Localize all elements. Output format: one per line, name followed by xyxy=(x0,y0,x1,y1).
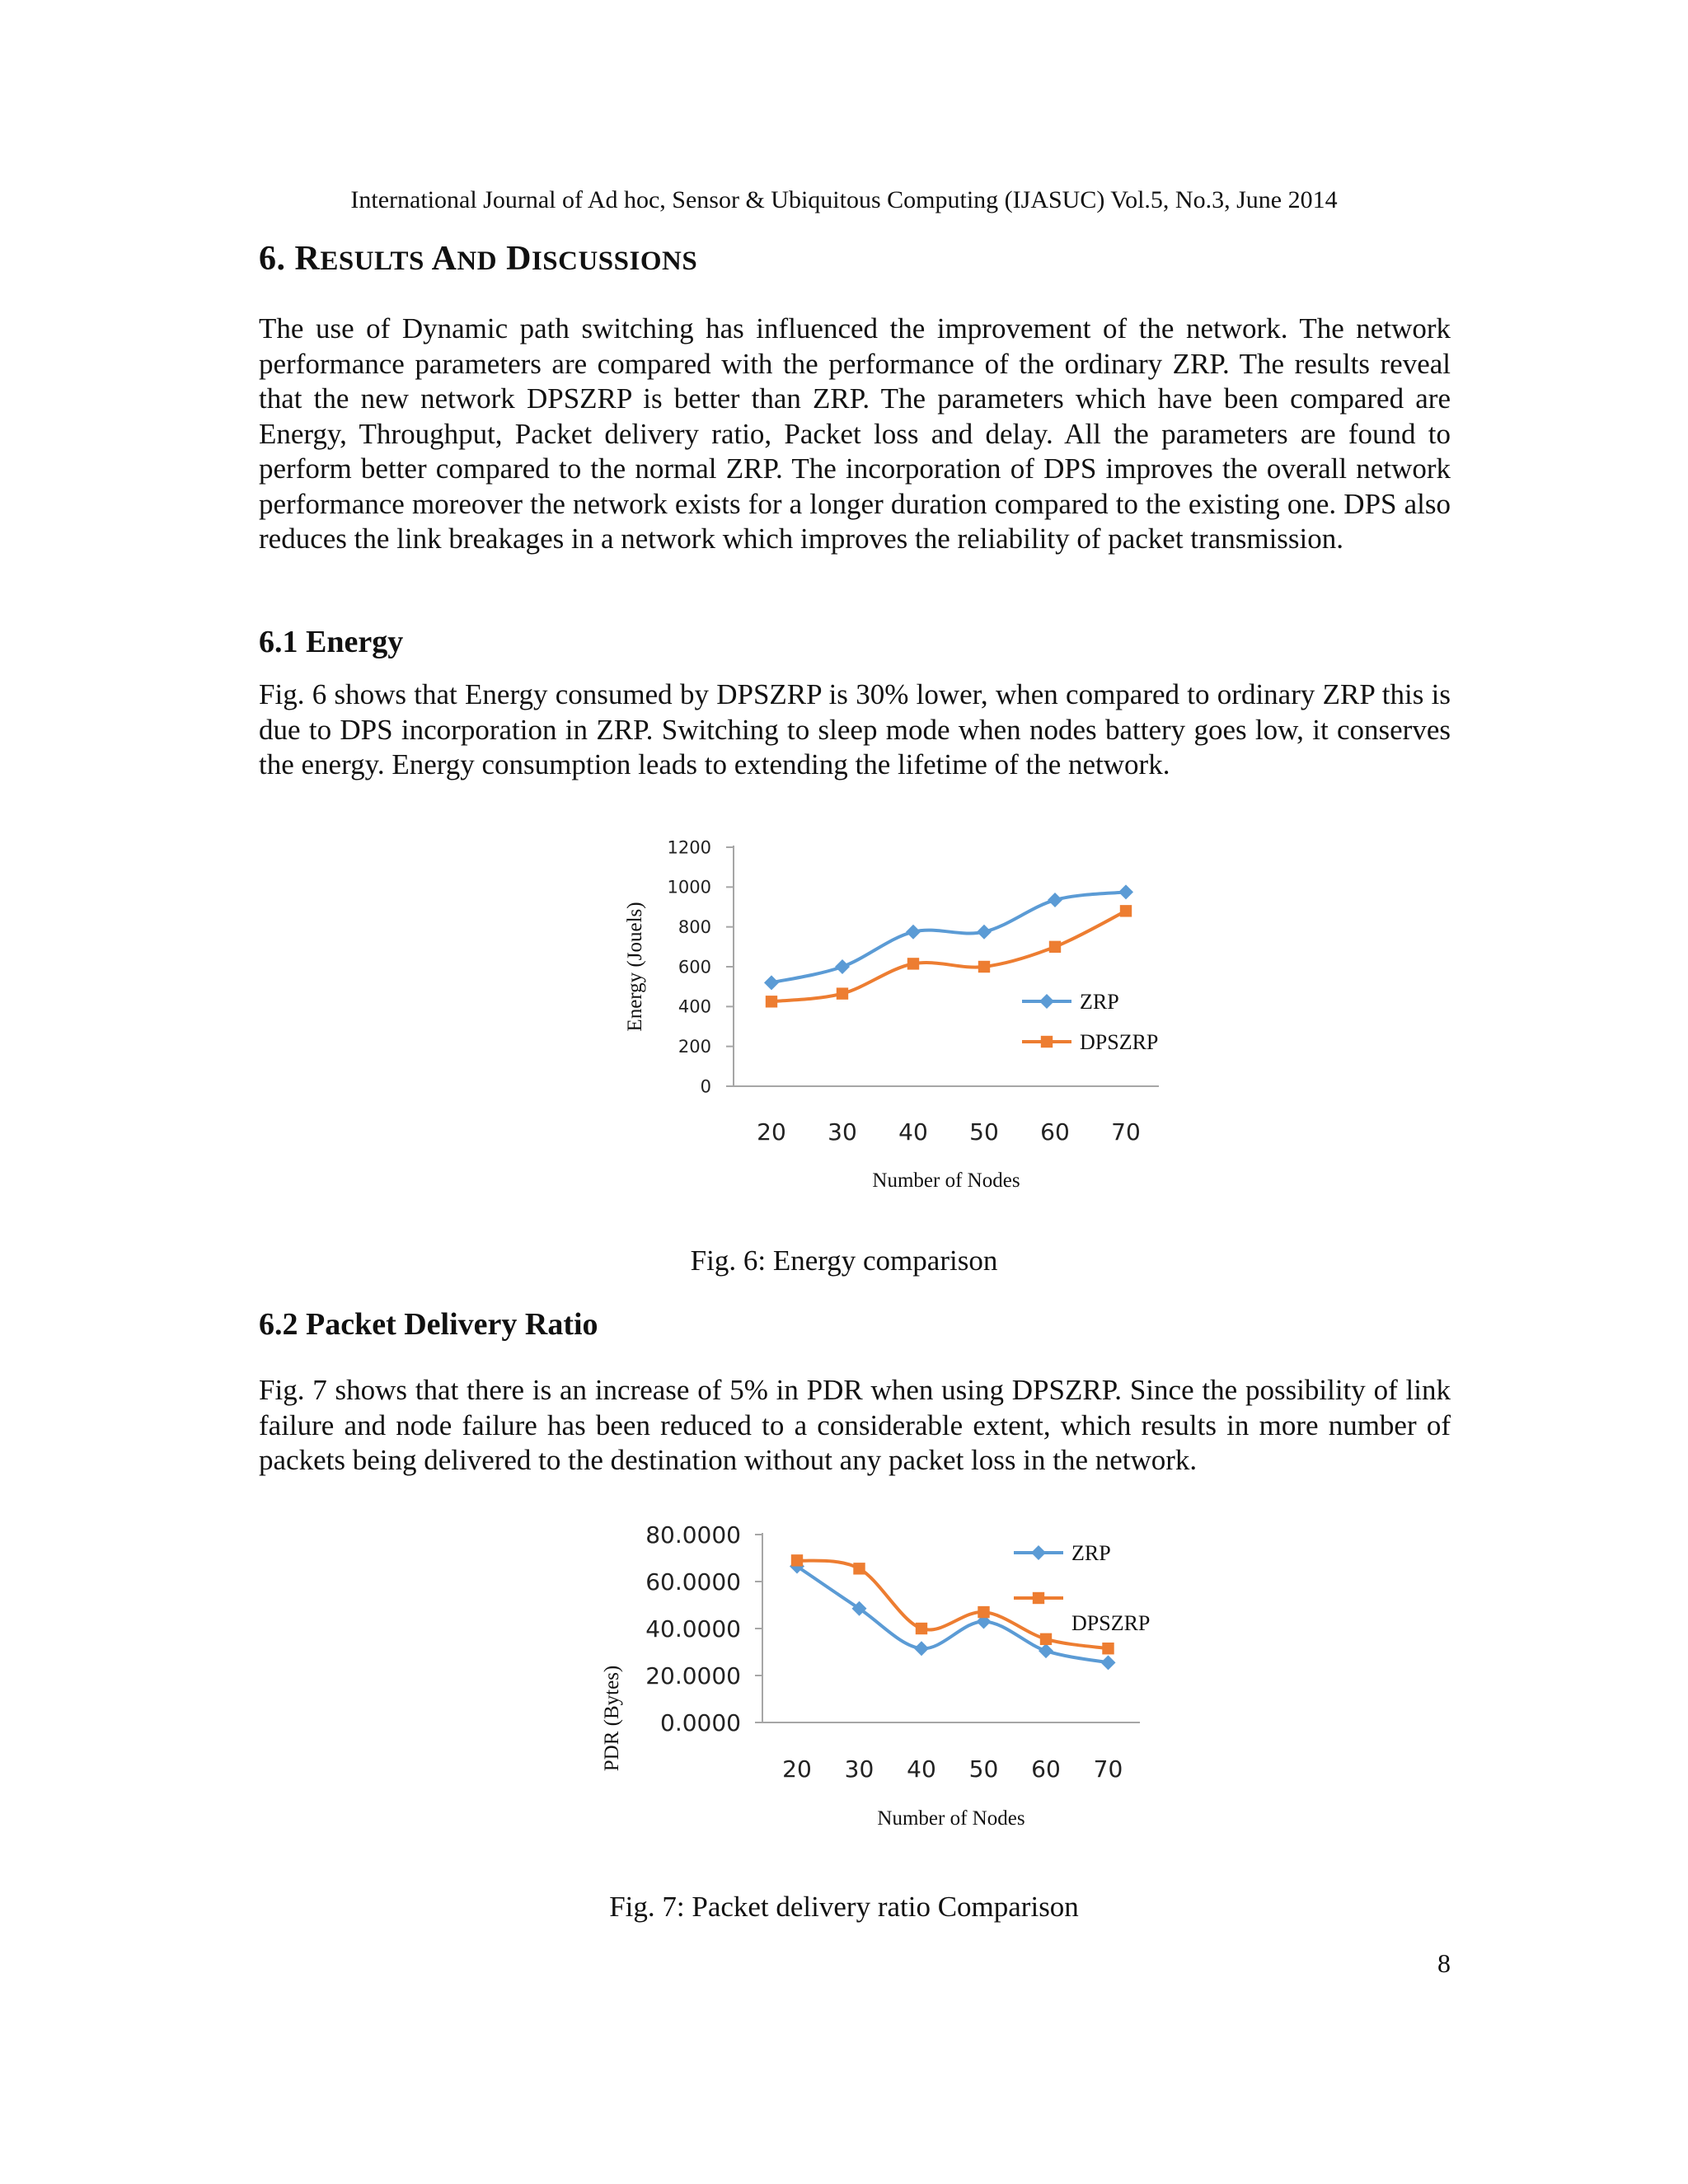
legend-label-zrp: ZRP xyxy=(1080,990,1119,1014)
x-tick-label: 50 xyxy=(968,1755,999,1783)
y-tick-label: 20.0000 xyxy=(645,1661,741,1690)
section-number: 6. xyxy=(259,240,286,278)
title-d: D xyxy=(506,240,532,278)
legend-label-dpszrp: DPSZRP xyxy=(1080,1030,1159,1054)
legend-label-dpszrp: DPSZRP xyxy=(1071,1611,1151,1635)
y-tick-label: 1000 xyxy=(667,877,711,898)
legend-marker-dpszrp xyxy=(1033,1592,1044,1604)
data-point-dpszrp xyxy=(853,1563,865,1574)
y-tick-label: 400 xyxy=(678,996,711,1017)
title-esults: ESULTS xyxy=(320,246,424,276)
y-tick-label: 60.0000 xyxy=(645,1568,741,1596)
x-tick-label: 20 xyxy=(782,1755,812,1783)
x-tick-label: 60 xyxy=(1031,1755,1061,1783)
y-tick-label: 80.0000 xyxy=(645,1521,741,1549)
title-a: A xyxy=(431,240,457,278)
x-tick-label: 30 xyxy=(828,1118,857,1146)
data-point-dpszrp xyxy=(916,1623,927,1634)
intro-paragraph: The use of Dynamic path switching has influenced the improvement of the network. The network performance parameters are compared with the performance of the ordinary ZRP. The results reveal that the new network DPSZRP is better than ZRP. The parameters which have been compared are Energy, Throughput, Packet delivery ratio, Packet loss and delay. All the parameters are found to perform better compared to the normal ZRP. The incorporation of DPS improves the overall network performance moreover the network exists for a longer duration compared to the existing one. DPS also reduces the link breakages in a network which improves the reliability of packet transmission. xyxy=(259,312,1451,555)
y-tick-label: 600 xyxy=(678,957,711,977)
pdr-caption: Fig. 7: Packet delivery ratio Comparison xyxy=(609,1891,1079,1923)
data-point-zrp xyxy=(914,1641,929,1656)
data-point-dpszrp xyxy=(978,1606,989,1618)
legend-marker-zrp xyxy=(1031,1545,1046,1560)
data-point-dpszrp xyxy=(791,1554,803,1566)
data-point-zrp xyxy=(1039,1643,1053,1658)
data-point-zrp xyxy=(1101,1655,1116,1670)
page-number: 8 xyxy=(1437,1948,1451,1978)
x-tick-label: 60 xyxy=(1040,1118,1070,1146)
x-tick-label: 50 xyxy=(969,1118,999,1146)
x-tick-label: 70 xyxy=(1111,1118,1141,1146)
pdr-heading: 6.2 Packet Delivery Ratio xyxy=(259,1307,598,1342)
running-head: International Journal of Ad hoc, Sensor & Ubiquitous Computing (IJASUC) Vol.5, No.3, June 2014 xyxy=(350,186,1338,213)
pdr-paragraph: Fig. 7 shows that there is an increase of 5% in PDR when using DPSZRP. Since the possibility of link failure and node failure has been reduced to a considerable extent, which results in more number of packets being delivered to the destination without any packet loss in the network. xyxy=(259,1374,1451,1476)
title-nd: ND xyxy=(457,246,498,276)
energy-paragraph: Fig. 6 shows that Energy consumed by DPSZRP is 30% lower, when compared to ordinary ZRP this is due to DPS incorporation in ZRP. Switching to sleep mode when nodes battery goes low, it conserves the energy. Energy consumption leads to extending the lifetime of the network. xyxy=(259,678,1451,780)
y-tick-label: 1200 xyxy=(667,837,711,858)
legend-label-zrp: ZRP xyxy=(1071,1541,1111,1565)
y-tick-label: 40.0000 xyxy=(645,1615,741,1643)
x-axis-title: Number of Nodes xyxy=(872,1169,1020,1192)
series-line-zrp xyxy=(797,1566,1109,1662)
energy-heading: 6.1 Energy xyxy=(259,625,404,659)
x-tick-label: 70 xyxy=(1093,1755,1123,1783)
x-tick-label: 20 xyxy=(757,1118,786,1146)
energy-caption: Fig. 6: Energy comparison xyxy=(690,1244,998,1277)
title-iscussions: ISCUSSIONS xyxy=(531,246,698,276)
x-axis-title: Number of Nodes xyxy=(877,1807,1025,1830)
x-tick-label: 30 xyxy=(844,1755,874,1783)
y-axis-title: Energy (Jouels) xyxy=(624,902,646,1032)
y-tick-label: 0 xyxy=(700,1076,711,1097)
y-tick-label: 200 xyxy=(678,1037,711,1057)
x-tick-label: 40 xyxy=(898,1118,928,1146)
y-axis-title: PDR (Bytes) xyxy=(601,1665,623,1772)
y-tick-label: 800 xyxy=(678,917,711,938)
x-tick-label: 40 xyxy=(907,1755,936,1783)
title-r: R xyxy=(294,240,321,278)
y-tick-label: 0.0000 xyxy=(660,1708,741,1736)
data-point-dpszrp xyxy=(1040,1633,1052,1645)
data-point-dpszrp xyxy=(1102,1643,1114,1654)
